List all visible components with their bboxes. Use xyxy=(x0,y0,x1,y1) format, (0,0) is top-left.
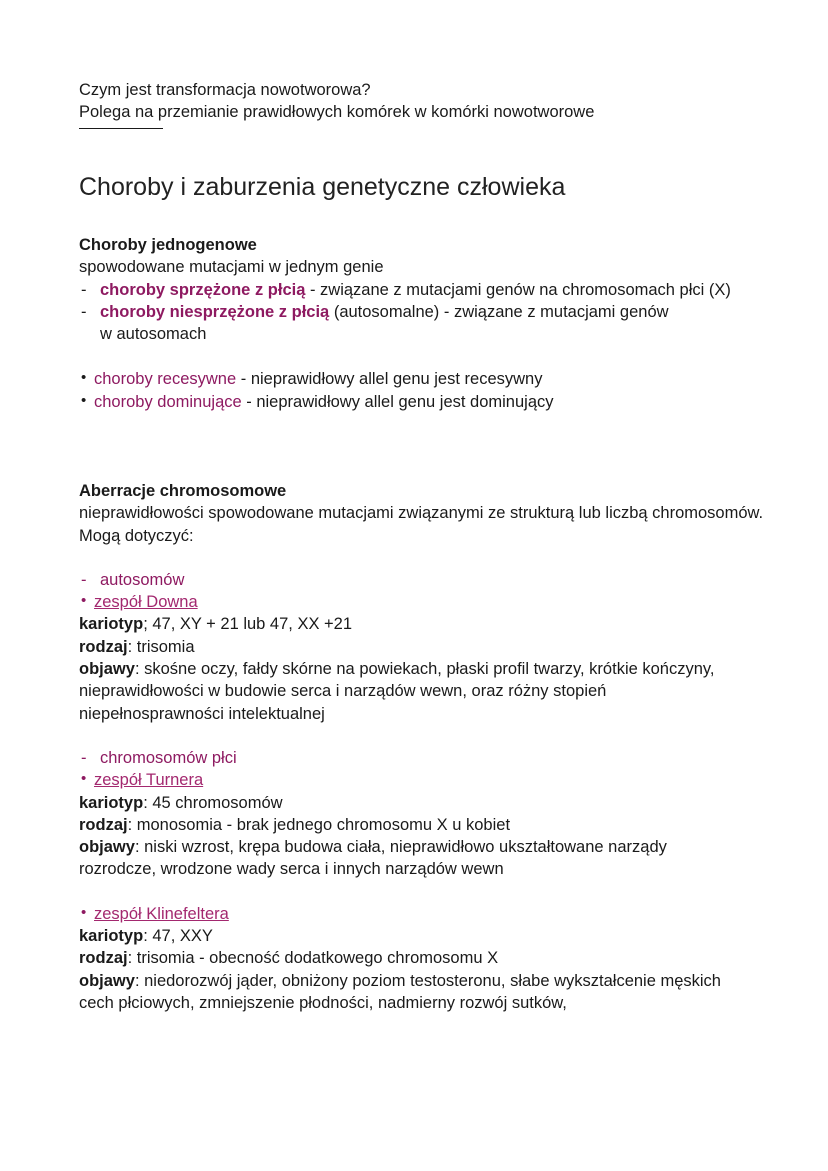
type-row xyxy=(79,947,769,969)
type-value: : trisomia - obecność dodatkowego chromosomu X xyxy=(127,949,499,968)
syndrome-down xyxy=(79,591,769,613)
desc-dominant: - nieprawidłowy allel genu jest dominujący xyxy=(241,392,554,411)
karyotype-row xyxy=(79,792,769,814)
symptoms-row xyxy=(79,836,739,881)
monogenic-heading: Choroby jednogenowe xyxy=(79,236,257,254)
karyotype-value: : 47, XXY xyxy=(143,927,213,946)
karyotype-label: kariotyp xyxy=(79,793,144,812)
separator-rule xyxy=(79,128,163,129)
group-label: autosomów xyxy=(100,570,185,589)
karyotype-value: : 45 chromosomów xyxy=(143,793,283,812)
bullet-marker: • xyxy=(81,391,87,409)
dash-marker: - xyxy=(81,280,87,299)
monogenic-description: spowodowane mutacjami w jednym genie xyxy=(79,258,384,277)
desc-sex-linked: - związane z mutacjami genów na chromosomach płci (X) xyxy=(305,280,731,299)
page-title: Choroby i zaburzenia genetyczne człowieka xyxy=(79,173,566,201)
intro-section xyxy=(79,79,769,129)
type-label: rodzaj xyxy=(79,949,128,968)
syndrome-turner xyxy=(79,769,769,791)
intro-answer: Polega na przemianie prawidłowych komórek w komórki nowotworowe xyxy=(79,103,595,122)
aberrations-section xyxy=(79,480,769,1014)
desc-autosomal: (autosomalne) - związane z mutacjami genów w autosomach xyxy=(100,302,669,344)
syndrome-name-link[interactable]: zespół Downa xyxy=(94,593,198,612)
dash-marker: - xyxy=(81,302,87,321)
type-value: : monosomia - brak jednego chromosomu X u kobiet xyxy=(127,815,511,834)
group-label: chromosomów płci xyxy=(100,748,237,767)
term-sex-linked: choroby sprzężone z płcią xyxy=(100,280,306,299)
list-item-autosomal xyxy=(79,301,680,346)
syndrome-name-link[interactable]: zespół Klinefeltera xyxy=(94,904,229,923)
symptoms-label: objawy xyxy=(79,838,135,857)
karyotype-label: kariotyp xyxy=(79,615,144,634)
intro-question: Czym jest transformacja nowotworowa? xyxy=(79,81,371,99)
list-item-sex-linked xyxy=(79,279,769,301)
term-dominant: choroby dominujące xyxy=(94,392,242,411)
dash-marker: - xyxy=(81,570,87,589)
aberrations-description: nieprawidłowości spowodowane mutacjami związanymi ze strukturą lub liczbą chromosomów. xyxy=(79,504,764,523)
symptoms-label: objawy xyxy=(79,971,135,990)
bullet-marker: • xyxy=(81,369,87,387)
symptoms-value: : niedorozwój jąder, obniżony poziom testosteronu, słabe wykształcenie męskich cech płciowych, zmniejszenie płodności, nadmierny rozwój sutków, xyxy=(79,971,721,1012)
term-recessive: choroby recesywne xyxy=(94,370,237,389)
monogenic-section xyxy=(79,234,769,413)
term-autosomal: choroby niesprzężone z płcią xyxy=(100,302,330,321)
symptoms-row xyxy=(79,658,751,725)
karyotype-row xyxy=(79,925,769,947)
type-value: : trisomia xyxy=(127,637,195,656)
symptoms-label: objawy xyxy=(79,660,135,679)
symptoms-value: : niski wzrost, krępa budowa ciała, nieprawidłowo ukształtowane narządy rozrodcze, wrodzone wady serca i innych narządów wewn xyxy=(79,838,667,879)
type-row xyxy=(79,636,769,658)
type-label: rodzaj xyxy=(79,815,128,834)
aberrations-description-2: Mogą dotyczyć: xyxy=(79,526,194,545)
type-label: rodzaj xyxy=(79,637,128,656)
bullet-marker: • xyxy=(81,592,87,610)
karyotype-value: ; 47, XY + 21 lub 47, XX +21 xyxy=(143,615,353,634)
group-autosomes xyxy=(79,569,769,591)
list-item-dominant xyxy=(79,391,769,413)
type-row xyxy=(79,814,769,836)
dash-marker: - xyxy=(81,748,87,767)
aberrations-heading: Aberracje chromosomowe xyxy=(79,482,287,500)
group-sex-chromosomes xyxy=(79,747,769,769)
bullet-marker: • xyxy=(81,770,87,788)
symptoms-value: : skośne oczy, fałdy skórne na powiekach, płaski profil twarzy, krótkie kończyny, nieprawidłowości w budowie serca i narządów wewn, oraz różny stopień niepełnosprawności intelektualnej xyxy=(79,660,715,723)
desc-recessive: - nieprawidłowy allel genu jest recesywny xyxy=(236,370,543,389)
syndrome-name-link[interactable]: zespół Turnera xyxy=(94,771,204,790)
karyotype-row xyxy=(79,613,769,635)
karyotype-label: kariotyp xyxy=(79,927,144,946)
list-item-recessive xyxy=(79,368,769,390)
symptoms-row xyxy=(79,970,754,1015)
syndrome-klinefelter xyxy=(79,903,769,925)
bullet-marker: • xyxy=(81,903,87,921)
